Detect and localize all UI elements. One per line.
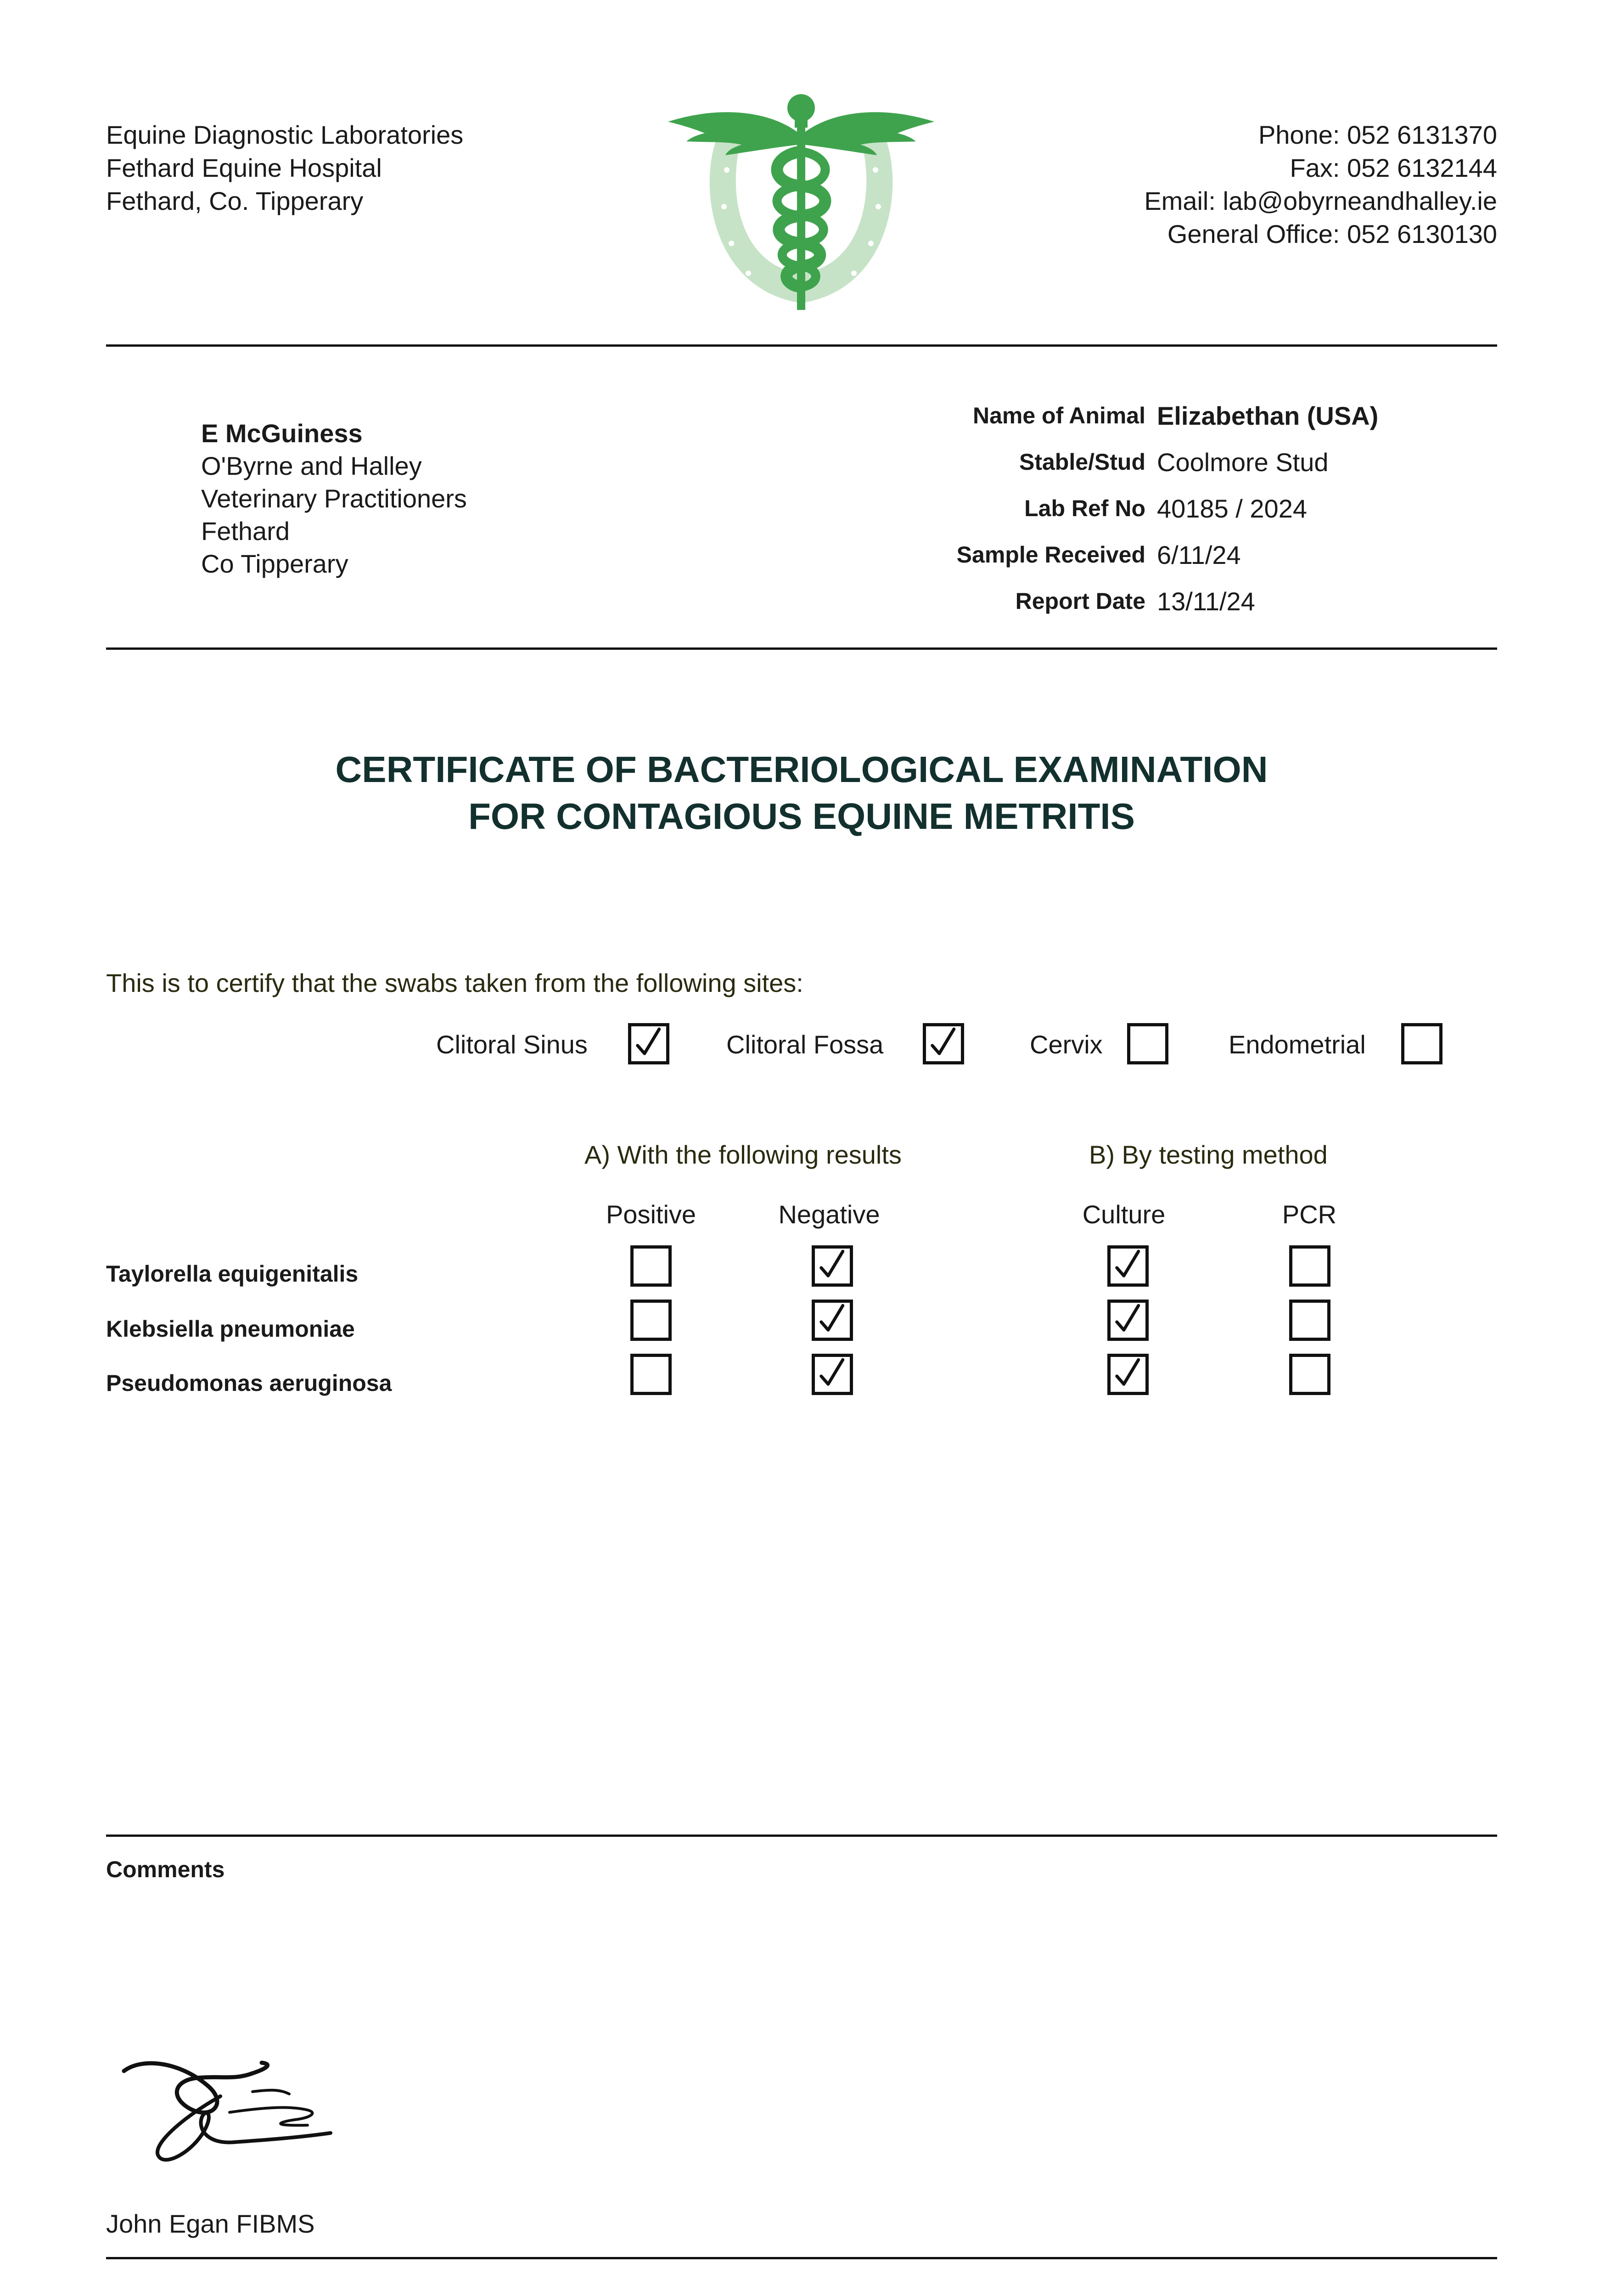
negative-checkbox[interactable] [812, 1245, 853, 1287]
divider [106, 647, 1497, 650]
lab-address-line: Fethard, Co. Tipperary [106, 186, 364, 215]
caduceus-horseshoe-icon [668, 87, 934, 312]
lab-contact [1144, 118, 1497, 251]
organism-name: Taylorella equigenitalis [106, 1261, 359, 1287]
signer-name: John Egan FIBMS [106, 2209, 315, 2238]
comments-label: Comments [106, 1857, 225, 1882]
site-label: Endometrial [1229, 1030, 1366, 1059]
checkmark-icon [1111, 1357, 1145, 1392]
results-header: A) With the following results [584, 1140, 902, 1169]
info-label: Stable/Stud [1019, 449, 1145, 475]
info-label: Lab Ref No [1024, 495, 1145, 521]
sample-received: 6/11/24 [1157, 540, 1241, 569]
negative-checkbox[interactable] [812, 1300, 853, 1341]
addressee-line: Co Tipperary [201, 549, 348, 578]
checkmark-icon [815, 1249, 850, 1283]
culture-checkbox[interactable] [1107, 1300, 1149, 1341]
contact-line: Fax: 052 6132144 [1290, 153, 1497, 182]
positive-checkbox[interactable] [630, 1354, 672, 1395]
checkmark-icon [926, 1026, 961, 1061]
culture-checkbox[interactable] [1107, 1354, 1149, 1395]
addressee-line: O'Byrne and Halley [201, 451, 422, 480]
lab-address [106, 118, 463, 218]
culture-checkbox[interactable] [1107, 1245, 1149, 1287]
column-header-positive: Positive [606, 1200, 696, 1229]
positive-checkbox[interactable] [630, 1245, 672, 1287]
checkmark-icon [815, 1303, 850, 1338]
addressee-line: Veterinary Practitioners [201, 484, 467, 513]
contact-line: General Office: 052 6130130 [1167, 219, 1497, 248]
info-label: Sample Received [956, 542, 1145, 568]
animal-info-values [1157, 393, 1378, 625]
info-label: Name of Animal [972, 403, 1145, 428]
divider [106, 1835, 1497, 1837]
site-label: Cervix [1030, 1030, 1103, 1059]
animal-name: Elizabethan (USA) [1157, 401, 1379, 430]
title-line: FOR CONTAGIOUS EQUINE METRITIS [468, 796, 1135, 837]
info-label: Report Date [1015, 588, 1145, 614]
report-date: 13/11/24 [1157, 587, 1255, 616]
certificate-title [106, 746, 1497, 840]
method-header: B) By testing method [1089, 1140, 1328, 1169]
pcr-checkbox[interactable] [1289, 1245, 1330, 1287]
addressee-name: E McGuiness [201, 419, 363, 448]
pcr-checkbox[interactable] [1289, 1300, 1330, 1341]
addressee-line: Fethard [201, 517, 290, 546]
site-checkbox[interactable] [923, 1023, 964, 1064]
positive-checkbox[interactable] [630, 1300, 672, 1341]
divider [106, 2257, 1497, 2259]
site-checkbox[interactable] [628, 1023, 669, 1064]
site-label: Clitoral Fossa [726, 1030, 884, 1059]
pcr-checkbox[interactable] [1289, 1354, 1330, 1395]
handwritten-signature-icon [115, 2053, 344, 2172]
column-header-culture: Culture [1082, 1200, 1166, 1229]
checkmark-icon [815, 1357, 850, 1392]
organism-name: Klebsiella pneumoniae [106, 1316, 355, 1342]
lab-address-line: Equine Diagnostic Laboratories [106, 120, 464, 149]
site-label: Clitoral Sinus [436, 1030, 588, 1059]
contact-line: Email: lab@obyrneandhalley.ie [1144, 186, 1497, 215]
addressee-block [201, 417, 467, 580]
site-checkbox[interactable] [1127, 1023, 1168, 1064]
stable-stud: Coolmore Stud [1157, 448, 1329, 477]
lab-address-line: Fethard Equine Hospital [106, 153, 382, 182]
title-line: CERTIFICATE OF BACTERIOLOGICAL EXAMINATION [335, 749, 1268, 790]
negative-checkbox[interactable] [812, 1354, 853, 1395]
checkmark-icon [1111, 1249, 1145, 1283]
checkmark-icon [1111, 1303, 1145, 1338]
certify-statement: This is to certify that the swabs taken from the following sites: [106, 968, 803, 997]
column-header-pcr: PCR [1282, 1200, 1337, 1229]
column-header-negative: Negative [778, 1200, 880, 1229]
checkmark-icon [631, 1026, 666, 1061]
animal-info-labels [872, 393, 1145, 625]
contact-line: Phone: 052 6131370 [1258, 120, 1497, 149]
site-checkbox[interactable] [1401, 1023, 1442, 1064]
organism-name: Pseudomonas aeruginosa [106, 1370, 392, 1396]
lab-ref: 40185 / 2024 [1157, 494, 1307, 523]
divider [106, 344, 1497, 347]
